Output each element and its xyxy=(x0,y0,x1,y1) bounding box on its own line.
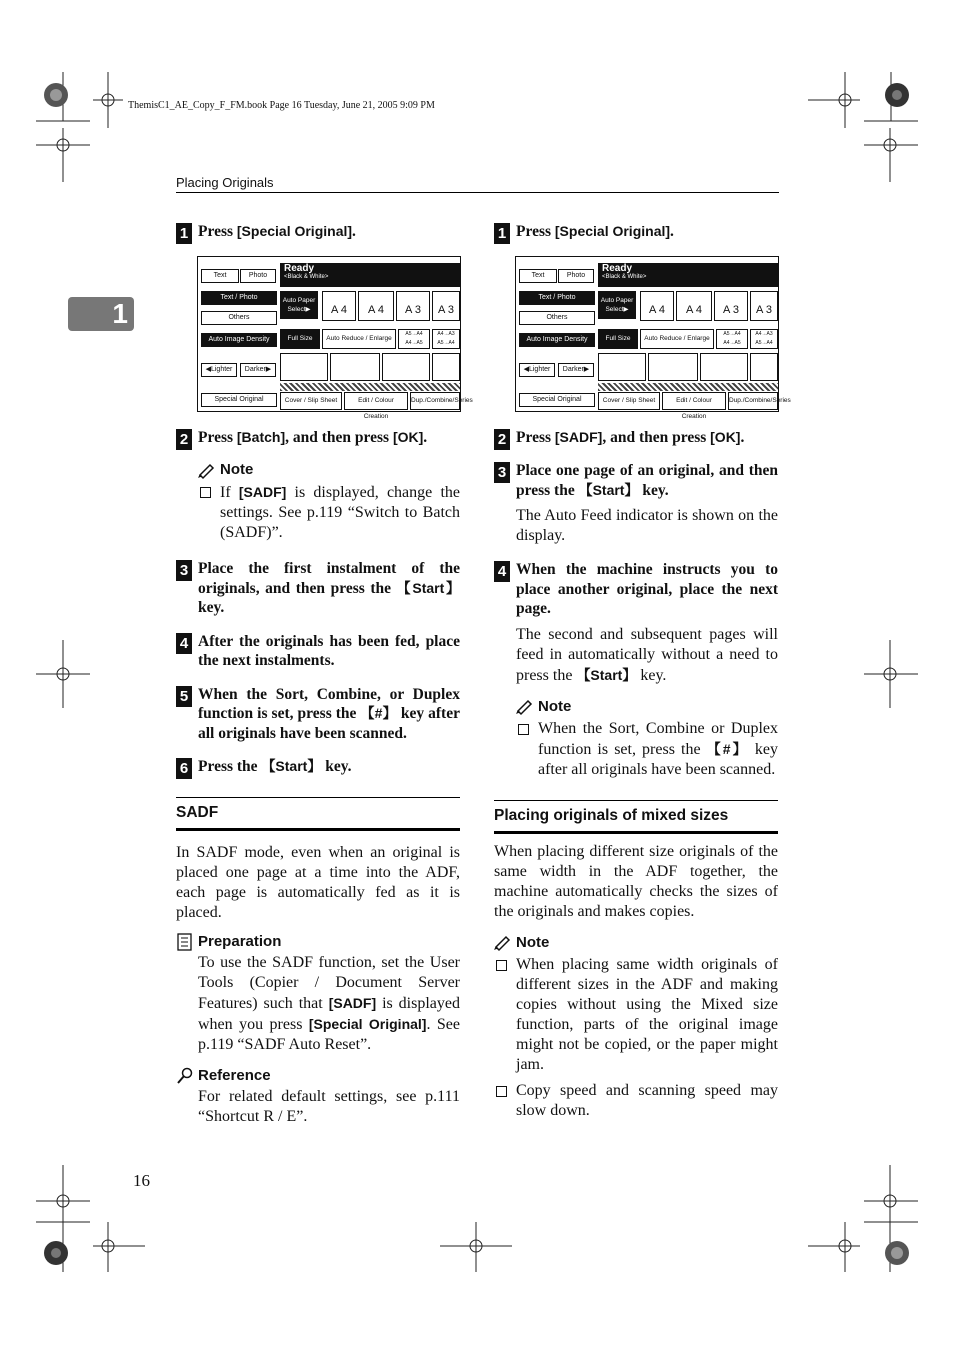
duplex-book-icon xyxy=(330,353,380,381)
paper-tray-1: A 4 xyxy=(322,291,356,321)
full-size-button: Full Size xyxy=(280,329,320,349)
step-number-4: 4 xyxy=(494,561,510,582)
combine-icon xyxy=(700,353,748,381)
preparation-heading: Preparation xyxy=(176,933,460,951)
reference-body: For related default settings, see p.111 “Shortcut R / E”. xyxy=(198,1087,460,1125)
left-note xyxy=(176,461,460,543)
text-photo-button: Text / Photo xyxy=(201,291,277,305)
left-step-3: 3 Place the first instalment of the originals, and then press the 【Start】 key. xyxy=(176,559,460,618)
note-heading-2: Note xyxy=(494,934,778,951)
mixed-sizes-body: When placing different size originals of the same width in the ADF together, the machine automatically checks the sizes of the originals and makes copies. xyxy=(494,842,778,920)
duplex-icon xyxy=(280,353,328,381)
special-original-button: Special Original xyxy=(201,393,277,407)
note-item: When the Sort, Combine or Duplex function is set, press the 【#】 key after all originals have been scanned. xyxy=(516,719,778,780)
note-item: Copy speed and scanning speed may slow down. xyxy=(494,1081,778,1121)
note-item: When placing same width originals of different sizes in the ADF and making copies without using the Mixed size function, parts of the original image might not be copied, or the paper might jam. xyxy=(494,955,778,1075)
right-step-2: 2 Press [SADF], and then press [OK]. xyxy=(494,428,778,448)
step-number-2: 2 xyxy=(176,429,192,450)
paper-tray-4: A 3 xyxy=(432,291,460,321)
left-step-6: 6 Press the 【Start】 key. xyxy=(176,757,460,777)
darker-button: Darker▶ xyxy=(558,363,594,377)
ready-display: Ready <Black & White> xyxy=(598,263,778,287)
others-button: Others xyxy=(519,311,595,325)
special-original-button: Special Original xyxy=(519,393,595,407)
step-number-3: 3 xyxy=(494,462,510,483)
pencil-icon xyxy=(198,463,216,477)
magnifier-icon xyxy=(176,1067,194,1085)
chapter-tab: 1 xyxy=(68,297,134,331)
control-panel-image xyxy=(515,256,791,420)
duplex-book-icon xyxy=(648,353,698,381)
auto-paper-select: Auto Paper Select▶ xyxy=(598,291,636,319)
ready-display: Ready <Black & White> xyxy=(280,263,460,287)
text-button: Text xyxy=(519,269,557,283)
text-photo-button: Text / Photo xyxy=(519,291,595,305)
mixed-sizes-heading: Placing originals of mixed sizes xyxy=(494,800,778,834)
right-note xyxy=(494,698,778,780)
ratio-button-1: A5→A4 A4→A5 xyxy=(716,329,748,349)
paper-tray-2: A 4 xyxy=(358,291,394,321)
checkbox-bullet-icon xyxy=(496,1086,507,1097)
series-icon xyxy=(750,353,778,381)
left-column xyxy=(176,222,473,1127)
checkbox-bullet-icon xyxy=(518,724,529,735)
note-heading: Note xyxy=(516,698,778,715)
preparation-body: To use the SADF function, set the User Tools (Copier / Document Server Features) such that [SADF] is displayed when you press [Special Original]. See p.119 “SADF Auto Reset”. xyxy=(198,953,461,1053)
page-number: 16 xyxy=(133,1171,150,1190)
edit-colour-button: Edit / Colour Creation xyxy=(662,392,726,410)
left-step-2: 2 Press [Batch], and then press [OK]. xyxy=(176,428,460,448)
auto-paper-select: Auto Paper Select▶ xyxy=(280,291,318,319)
paper-tray-1: A 4 xyxy=(640,291,674,321)
others-button: Others xyxy=(201,311,277,325)
left-step-4: 4 After the originals has been fed, place the next instalments. xyxy=(176,632,460,671)
book-info: ThemisC1_AE_Copy_F_FM.book Page 16 Tuesday, June 21, 2005 9:09 PM xyxy=(128,100,435,111)
left-step-1: 1 Press [Special Original]. xyxy=(176,222,460,242)
paper-tray-3: A 3 xyxy=(396,291,430,321)
edit-colour-button: Edit / Colour Creation xyxy=(344,392,408,410)
lighter-button: ◀Lighter xyxy=(201,363,237,377)
duplex-icon xyxy=(598,353,646,381)
note-item: If [SADF] is displayed, change the settings. See p.119 “Switch to Batch (SADF)”. xyxy=(198,482,460,543)
hatch-bar xyxy=(280,383,460,391)
step-number-3: 3 xyxy=(176,560,192,581)
photo-button: Photo xyxy=(558,269,594,283)
step-number-1: 1 xyxy=(494,223,510,244)
reduce-enlarge-button: Auto Reduce / Enlarge xyxy=(322,329,396,349)
ratio-button-2: A4→A3 A5→A4 xyxy=(750,329,778,349)
ratio-button-2: A4→A3 A5→A4 xyxy=(432,329,460,349)
ratio-button-1: A5→A4 A4→A5 xyxy=(398,329,430,349)
hatch-bar xyxy=(598,383,778,391)
dup-combine-button: Dup./Combine/Series xyxy=(410,392,460,410)
sadf-heading: SADF xyxy=(176,797,460,831)
step-number-5: 5 xyxy=(176,686,192,707)
dup-combine-button: Dup./Combine/Series xyxy=(728,392,778,410)
running-title: Placing Originals xyxy=(176,175,274,190)
right-step-3-body: The Auto Feed indicator is shown on the display. xyxy=(516,507,778,544)
step-number-2: 2 xyxy=(494,429,510,450)
right-column xyxy=(494,222,791,1121)
paper-tray-4: A 3 xyxy=(750,291,778,321)
pencil-icon xyxy=(516,699,534,713)
cover-slip-button: Cover / Slip Sheet xyxy=(280,392,342,410)
density-button: Auto Image Density xyxy=(201,333,277,347)
step-number-4: 4 xyxy=(176,633,192,654)
paper-tray-3: A 3 xyxy=(714,291,748,321)
right-step-3: 3 Place one page of an original, and then press the 【Start】 key. xyxy=(494,461,778,500)
reduce-enlarge-button: Auto Reduce / Enlarge xyxy=(640,329,714,349)
series-icon xyxy=(432,353,460,381)
full-size-button: Full Size xyxy=(598,329,638,349)
reference-heading: Reference xyxy=(176,1067,460,1085)
step-number-1: 1 xyxy=(176,223,192,244)
right-step-4: 4 When the machine instructs you to place another original, place the next page. xyxy=(494,560,778,619)
density-button: Auto Image Density xyxy=(519,333,595,347)
control-panel-image xyxy=(197,256,473,420)
photo-button: Photo xyxy=(240,269,276,283)
pencil-icon xyxy=(494,935,512,949)
combine-icon xyxy=(382,353,430,381)
lighter-button: ◀Lighter xyxy=(519,363,555,377)
right-step-1: 1 Press [Special Original]. xyxy=(494,222,778,242)
preparation-icon xyxy=(176,933,194,951)
checkbox-bullet-icon xyxy=(200,487,211,498)
checkbox-bullet-icon xyxy=(496,960,507,971)
step-number-6: 6 xyxy=(176,758,192,779)
darker-button: Darker▶ xyxy=(240,363,276,377)
text-button: Text xyxy=(201,269,239,283)
note-heading: Note xyxy=(198,461,460,478)
sadf-body: In SADF mode, even when an original is placed one page at a time into the ADF, each page is automatically fed as it is placed. xyxy=(176,843,460,921)
cover-slip-button: Cover / Slip Sheet xyxy=(598,392,660,410)
right-step-4-body: The second and subsequent pages will feed in automatically without a need to press the 【Start】 key. xyxy=(516,625,778,684)
left-step-5: 5 When the Sort, Combine, or Duplex function is set, press the 【#】 key after all originals have been scanned. xyxy=(176,685,460,744)
paper-tray-2: A 4 xyxy=(676,291,712,321)
